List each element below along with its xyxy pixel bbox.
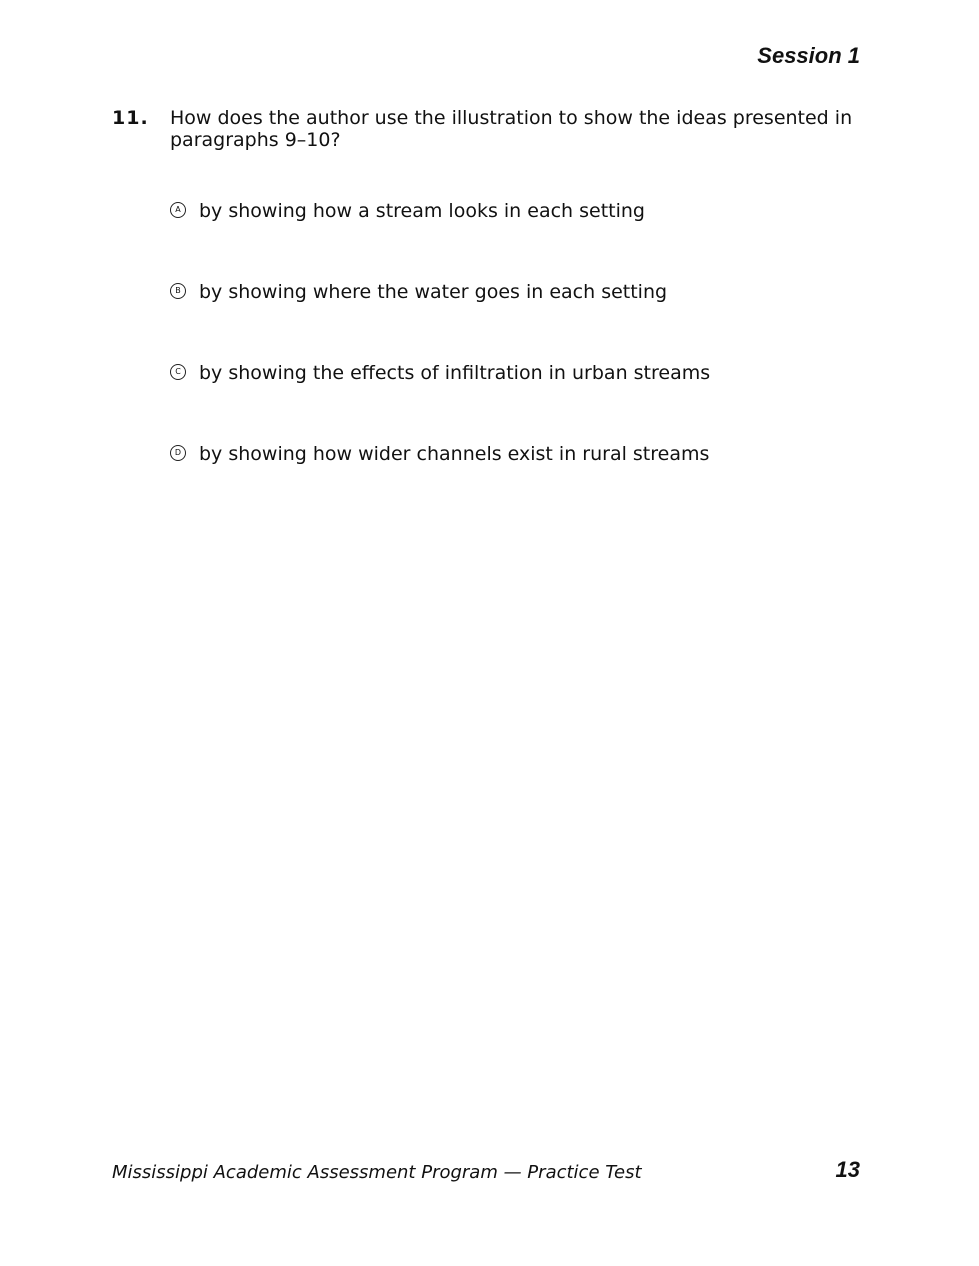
answer-option-b[interactable] — [170, 278, 710, 359]
question-stem: How does the author use the illustration to show the ideas presented in paragraphs 9–10? — [170, 107, 853, 151]
option-text-c: by showing the effects of infiltration in urban streams — [199, 362, 711, 384]
footer-title: Mississippi Academic Assessment Program — Practice Test — [112, 1162, 642, 1183]
option-text-b: by showing where the water goes in each setting — [199, 281, 668, 303]
question-number: 11. — [112, 107, 149, 129]
option-bubble-c[interactable]: C — [170, 364, 186, 380]
session-label: Session 1 — [757, 43, 860, 68]
answer-options — [170, 197, 710, 521]
option-bubble-d[interactable]: D — [170, 445, 186, 461]
option-bubble-b[interactable]: B — [170, 283, 186, 299]
answer-option-a[interactable] — [170, 197, 710, 278]
page-number: 13 — [835, 1157, 860, 1182]
answer-option-c[interactable] — [170, 359, 710, 440]
option-bubble-a[interactable]: A — [170, 202, 186, 218]
option-text-a: by showing how a stream looks in each setting — [199, 200, 645, 222]
option-text-d: by showing how wider channels exist in rural streams — [199, 443, 710, 465]
answer-option-d[interactable] — [170, 440, 710, 521]
